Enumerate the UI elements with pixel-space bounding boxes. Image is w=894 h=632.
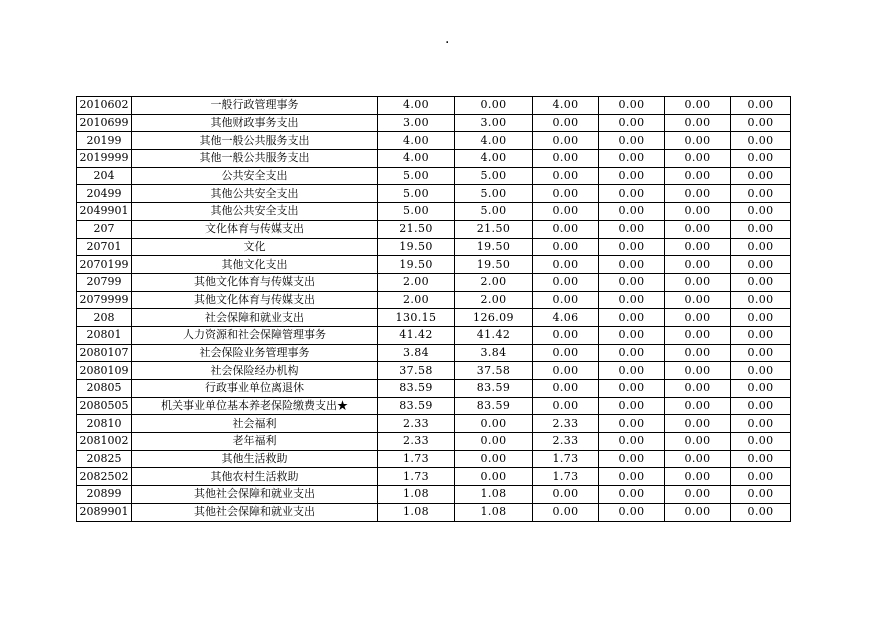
budget-table-body bbox=[77, 97, 791, 522]
amount-cell: 4.00 bbox=[378, 150, 455, 168]
amount-cell: 0.00 bbox=[599, 468, 665, 486]
subject-name-cell: 其他公共安全支出 bbox=[132, 185, 378, 203]
amount-cell: 0.00 bbox=[731, 468, 791, 486]
table-row bbox=[77, 167, 791, 185]
subject-name-cell: 其他文化支出 bbox=[132, 256, 378, 274]
amount-cell: 0.00 bbox=[599, 167, 665, 185]
subject-code-cell: 20810 bbox=[77, 415, 132, 433]
amount-cell: 0.00 bbox=[665, 132, 731, 150]
subject-code-cell: 2082502 bbox=[77, 468, 132, 486]
subject-name-cell: 社会保险业务管理事务 bbox=[132, 344, 378, 362]
amount-cell: 0.00 bbox=[455, 97, 533, 115]
amount-cell: 0.00 bbox=[599, 220, 665, 238]
amount-cell: 0.00 bbox=[533, 238, 599, 256]
subject-name-cell: 文化体育与传媒支出 bbox=[132, 220, 378, 238]
subject-name-cell: 社会福利 bbox=[132, 415, 378, 433]
amount-cell: 1.73 bbox=[378, 468, 455, 486]
amount-cell: 0.00 bbox=[533, 203, 599, 221]
amount-cell: 0.00 bbox=[599, 291, 665, 309]
amount-cell: 0.00 bbox=[665, 185, 731, 203]
subject-code-cell: 20805 bbox=[77, 380, 132, 398]
amount-cell: 0.00 bbox=[731, 203, 791, 221]
table-row bbox=[77, 238, 791, 256]
subject-name-cell: 其他农村生活救助 bbox=[132, 468, 378, 486]
amount-cell: 19.50 bbox=[378, 238, 455, 256]
amount-cell: 0.00 bbox=[665, 220, 731, 238]
amount-cell: 0.00 bbox=[731, 362, 791, 380]
amount-cell: 0.00 bbox=[665, 238, 731, 256]
amount-cell: 0.00 bbox=[665, 415, 731, 433]
amount-cell: 1.08 bbox=[455, 486, 533, 504]
amount-cell: 41.42 bbox=[455, 326, 533, 344]
subject-name-cell: 其他社会保障和就业支出 bbox=[132, 486, 378, 504]
amount-cell: 0.00 bbox=[665, 167, 731, 185]
amount-cell: 2.00 bbox=[455, 291, 533, 309]
amount-cell: 0.00 bbox=[533, 167, 599, 185]
subject-code-cell: 20799 bbox=[77, 273, 132, 291]
amount-cell: 5.00 bbox=[455, 203, 533, 221]
amount-cell: 0.00 bbox=[599, 273, 665, 291]
amount-cell: 3.84 bbox=[378, 344, 455, 362]
amount-cell: 0.00 bbox=[665, 468, 731, 486]
subject-code-cell: 2081002 bbox=[77, 433, 132, 451]
amount-cell: 0.00 bbox=[665, 273, 731, 291]
table-row bbox=[77, 397, 791, 415]
amount-cell: 0.00 bbox=[533, 185, 599, 203]
amount-cell: 4.00 bbox=[455, 132, 533, 150]
subject-name-cell: 其他公共安全支出 bbox=[132, 203, 378, 221]
amount-cell: 0.00 bbox=[665, 397, 731, 415]
amount-cell: 0.00 bbox=[731, 220, 791, 238]
subject-name-cell: 其他文化体育与传媒支出 bbox=[132, 291, 378, 309]
subject-code-cell: 2080107 bbox=[77, 344, 132, 362]
amount-cell: 0.00 bbox=[599, 309, 665, 327]
subject-code-cell: 2010699 bbox=[77, 114, 132, 132]
subject-name-cell: 公共安全支出 bbox=[132, 167, 378, 185]
amount-cell: 5.00 bbox=[455, 167, 533, 185]
table-row bbox=[77, 468, 791, 486]
amount-cell: 0.00 bbox=[665, 203, 731, 221]
amount-cell: 0.00 bbox=[455, 415, 533, 433]
amount-cell: 2.00 bbox=[455, 273, 533, 291]
subject-code-cell: 2080505 bbox=[77, 397, 132, 415]
subject-code-cell: 20701 bbox=[77, 238, 132, 256]
amount-cell: 0.00 bbox=[665, 450, 731, 468]
amount-cell: 0.00 bbox=[731, 486, 791, 504]
amount-cell: 0.00 bbox=[731, 114, 791, 132]
subject-name-cell: 其他生活救助 bbox=[132, 450, 378, 468]
page-mark: · bbox=[445, 35, 450, 51]
subject-name-cell: 其他文化体育与传媒支出 bbox=[132, 273, 378, 291]
table-row bbox=[77, 97, 791, 115]
table-row bbox=[77, 291, 791, 309]
subject-name-cell: 其他财政事务支出 bbox=[132, 114, 378, 132]
amount-cell: 0.00 bbox=[731, 291, 791, 309]
subject-code-cell: 2079999 bbox=[77, 291, 132, 309]
subject-code-cell: 2019999 bbox=[77, 150, 132, 168]
subject-name-cell: 其他社会保障和就业支出 bbox=[132, 503, 378, 521]
amount-cell: 0.00 bbox=[599, 132, 665, 150]
table-row bbox=[77, 450, 791, 468]
amount-cell: 0.00 bbox=[533, 291, 599, 309]
table-row bbox=[77, 380, 791, 398]
amount-cell: 1.08 bbox=[455, 503, 533, 521]
subject-name-cell: 一般行政管理事务 bbox=[132, 97, 378, 115]
table-row bbox=[77, 415, 791, 433]
amount-cell: 0.00 bbox=[731, 450, 791, 468]
amount-cell: 0.00 bbox=[731, 415, 791, 433]
amount-cell: 126.09 bbox=[455, 309, 533, 327]
amount-cell: 0.00 bbox=[731, 503, 791, 521]
amount-cell: 4.00 bbox=[533, 97, 599, 115]
amount-cell: 4.00 bbox=[455, 150, 533, 168]
amount-cell: 3.84 bbox=[455, 344, 533, 362]
subject-name-cell: 其他一般公共服务支出 bbox=[132, 132, 378, 150]
subject-code-cell: 20899 bbox=[77, 486, 132, 504]
amount-cell: 83.59 bbox=[455, 397, 533, 415]
amount-cell: 0.00 bbox=[599, 380, 665, 398]
subject-code-cell: 20199 bbox=[77, 132, 132, 150]
amount-cell: 0.00 bbox=[665, 362, 731, 380]
amount-cell: 0.00 bbox=[533, 326, 599, 344]
amount-cell: 0.00 bbox=[731, 97, 791, 115]
amount-cell: 0.00 bbox=[665, 326, 731, 344]
table-row bbox=[77, 132, 791, 150]
amount-cell: 83.59 bbox=[378, 397, 455, 415]
table-row bbox=[77, 114, 791, 132]
subject-name-cell: 文化 bbox=[132, 238, 378, 256]
amount-cell: 0.00 bbox=[731, 238, 791, 256]
amount-cell: 0.00 bbox=[533, 397, 599, 415]
amount-cell: 0.00 bbox=[665, 344, 731, 362]
subject-code-cell: 2080109 bbox=[77, 362, 132, 380]
amount-cell: 19.50 bbox=[378, 256, 455, 274]
amount-cell: 0.00 bbox=[665, 256, 731, 274]
amount-cell: 0.00 bbox=[599, 415, 665, 433]
table-row bbox=[77, 362, 791, 380]
amount-cell: 0.00 bbox=[665, 503, 731, 521]
amount-cell: 2.33 bbox=[378, 433, 455, 451]
amount-cell: 4.00 bbox=[378, 97, 455, 115]
amount-cell: 0.00 bbox=[599, 114, 665, 132]
amount-cell: 2.33 bbox=[533, 433, 599, 451]
amount-cell: 0.00 bbox=[665, 150, 731, 168]
amount-cell: 1.73 bbox=[533, 468, 599, 486]
amount-cell: 0.00 bbox=[731, 309, 791, 327]
amount-cell: 0.00 bbox=[599, 450, 665, 468]
amount-cell: 0.00 bbox=[731, 256, 791, 274]
amount-cell: 0.00 bbox=[599, 185, 665, 203]
subject-code-cell: 2010602 bbox=[77, 97, 132, 115]
amount-cell: 0.00 bbox=[731, 132, 791, 150]
table-row bbox=[77, 503, 791, 521]
amount-cell: 5.00 bbox=[378, 185, 455, 203]
subject-code-cell: 208 bbox=[77, 309, 132, 327]
amount-cell: 0.00 bbox=[533, 380, 599, 398]
table-row bbox=[77, 344, 791, 362]
amount-cell: 0.00 bbox=[665, 433, 731, 451]
amount-cell: 0.00 bbox=[599, 362, 665, 380]
amount-cell: 2.33 bbox=[378, 415, 455, 433]
amount-cell: 37.58 bbox=[378, 362, 455, 380]
amount-cell: 0.00 bbox=[533, 150, 599, 168]
amount-cell: 0.00 bbox=[665, 380, 731, 398]
table-row bbox=[77, 256, 791, 274]
amount-cell: 0.00 bbox=[665, 486, 731, 504]
subject-code-cell: 20825 bbox=[77, 450, 132, 468]
amount-cell: 2.00 bbox=[378, 291, 455, 309]
table-row bbox=[77, 150, 791, 168]
subject-name-cell: 社会保障和就业支出 bbox=[132, 309, 378, 327]
amount-cell: 0.00 bbox=[665, 97, 731, 115]
amount-cell: 0.00 bbox=[731, 185, 791, 203]
amount-cell: 5.00 bbox=[455, 185, 533, 203]
amount-cell: 0.00 bbox=[533, 362, 599, 380]
amount-cell: 5.00 bbox=[378, 167, 455, 185]
amount-cell: 0.00 bbox=[533, 114, 599, 132]
amount-cell: 0.00 bbox=[599, 326, 665, 344]
amount-cell: 3.00 bbox=[455, 114, 533, 132]
amount-cell: 4.06 bbox=[533, 309, 599, 327]
table-row bbox=[77, 203, 791, 221]
amount-cell: 0.00 bbox=[599, 97, 665, 115]
amount-cell: 1.08 bbox=[378, 486, 455, 504]
amount-cell: 0.00 bbox=[599, 256, 665, 274]
budget-table bbox=[76, 96, 791, 522]
amount-cell: 19.50 bbox=[455, 238, 533, 256]
amount-cell: 0.00 bbox=[665, 309, 731, 327]
amount-cell: 0.00 bbox=[665, 114, 731, 132]
amount-cell: 41.42 bbox=[378, 326, 455, 344]
amount-cell: 19.50 bbox=[455, 256, 533, 274]
amount-cell: 37.58 bbox=[455, 362, 533, 380]
table-row bbox=[77, 185, 791, 203]
subject-name-cell: 社会保险经办机构 bbox=[132, 362, 378, 380]
amount-cell: 0.00 bbox=[533, 503, 599, 521]
amount-cell: 0.00 bbox=[533, 486, 599, 504]
subject-code-cell: 20499 bbox=[77, 185, 132, 203]
subject-code-cell: 2049901 bbox=[77, 203, 132, 221]
table-row bbox=[77, 220, 791, 238]
subject-code-cell: 2070199 bbox=[77, 256, 132, 274]
amount-cell: 0.00 bbox=[533, 220, 599, 238]
amount-cell: 0.00 bbox=[599, 503, 665, 521]
amount-cell: 4.00 bbox=[378, 132, 455, 150]
amount-cell: 0.00 bbox=[599, 486, 665, 504]
amount-cell: 21.50 bbox=[455, 220, 533, 238]
subject-name-cell: 其他一般公共服务支出 bbox=[132, 150, 378, 168]
table-row bbox=[77, 433, 791, 451]
amount-cell: 83.59 bbox=[378, 380, 455, 398]
amount-cell: 0.00 bbox=[599, 238, 665, 256]
subject-code-cell: 207 bbox=[77, 220, 132, 238]
amount-cell: 0.00 bbox=[599, 397, 665, 415]
amount-cell: 0.00 bbox=[599, 150, 665, 168]
subject-code-cell: 204 bbox=[77, 167, 132, 185]
amount-cell: 5.00 bbox=[378, 203, 455, 221]
subject-name-cell: 机关事业单位基本养老保险缴费支出★ bbox=[132, 397, 378, 415]
amount-cell: 0.00 bbox=[731, 397, 791, 415]
amount-cell: 130.15 bbox=[378, 309, 455, 327]
amount-cell: 0.00 bbox=[533, 273, 599, 291]
amount-cell: 0.00 bbox=[599, 344, 665, 362]
subject-code-cell: 20801 bbox=[77, 326, 132, 344]
amount-cell: 0.00 bbox=[455, 468, 533, 486]
amount-cell: 0.00 bbox=[731, 344, 791, 362]
amount-cell: 0.00 bbox=[731, 326, 791, 344]
amount-cell: 0.00 bbox=[455, 450, 533, 468]
amount-cell: 3.00 bbox=[378, 114, 455, 132]
amount-cell: 21.50 bbox=[378, 220, 455, 238]
amount-cell: 0.00 bbox=[533, 132, 599, 150]
subject-code-cell: 2089901 bbox=[77, 503, 132, 521]
amount-cell: 83.59 bbox=[455, 380, 533, 398]
amount-cell: 0.00 bbox=[731, 150, 791, 168]
amount-cell: 0.00 bbox=[599, 433, 665, 451]
table-row bbox=[77, 326, 791, 344]
subject-name-cell: 行政事业单位离退休 bbox=[132, 380, 378, 398]
table-row bbox=[77, 486, 791, 504]
amount-cell: 1.08 bbox=[378, 503, 455, 521]
subject-name-cell: 人力资源和社会保障管理事务 bbox=[132, 326, 378, 344]
amount-cell: 0.00 bbox=[533, 256, 599, 274]
amount-cell: 0.00 bbox=[731, 380, 791, 398]
amount-cell: 2.33 bbox=[533, 415, 599, 433]
amount-cell: 0.00 bbox=[731, 433, 791, 451]
amount-cell: 1.73 bbox=[378, 450, 455, 468]
table-row bbox=[77, 309, 791, 327]
subject-name-cell: 老年福利 bbox=[132, 433, 378, 451]
amount-cell: 0.00 bbox=[665, 291, 731, 309]
amount-cell: 0.00 bbox=[599, 203, 665, 221]
amount-cell: 0.00 bbox=[731, 273, 791, 291]
amount-cell: 0.00 bbox=[533, 344, 599, 362]
amount-cell: 0.00 bbox=[731, 167, 791, 185]
amount-cell: 0.00 bbox=[455, 433, 533, 451]
amount-cell: 1.73 bbox=[533, 450, 599, 468]
amount-cell: 2.00 bbox=[378, 273, 455, 291]
table-row bbox=[77, 273, 791, 291]
